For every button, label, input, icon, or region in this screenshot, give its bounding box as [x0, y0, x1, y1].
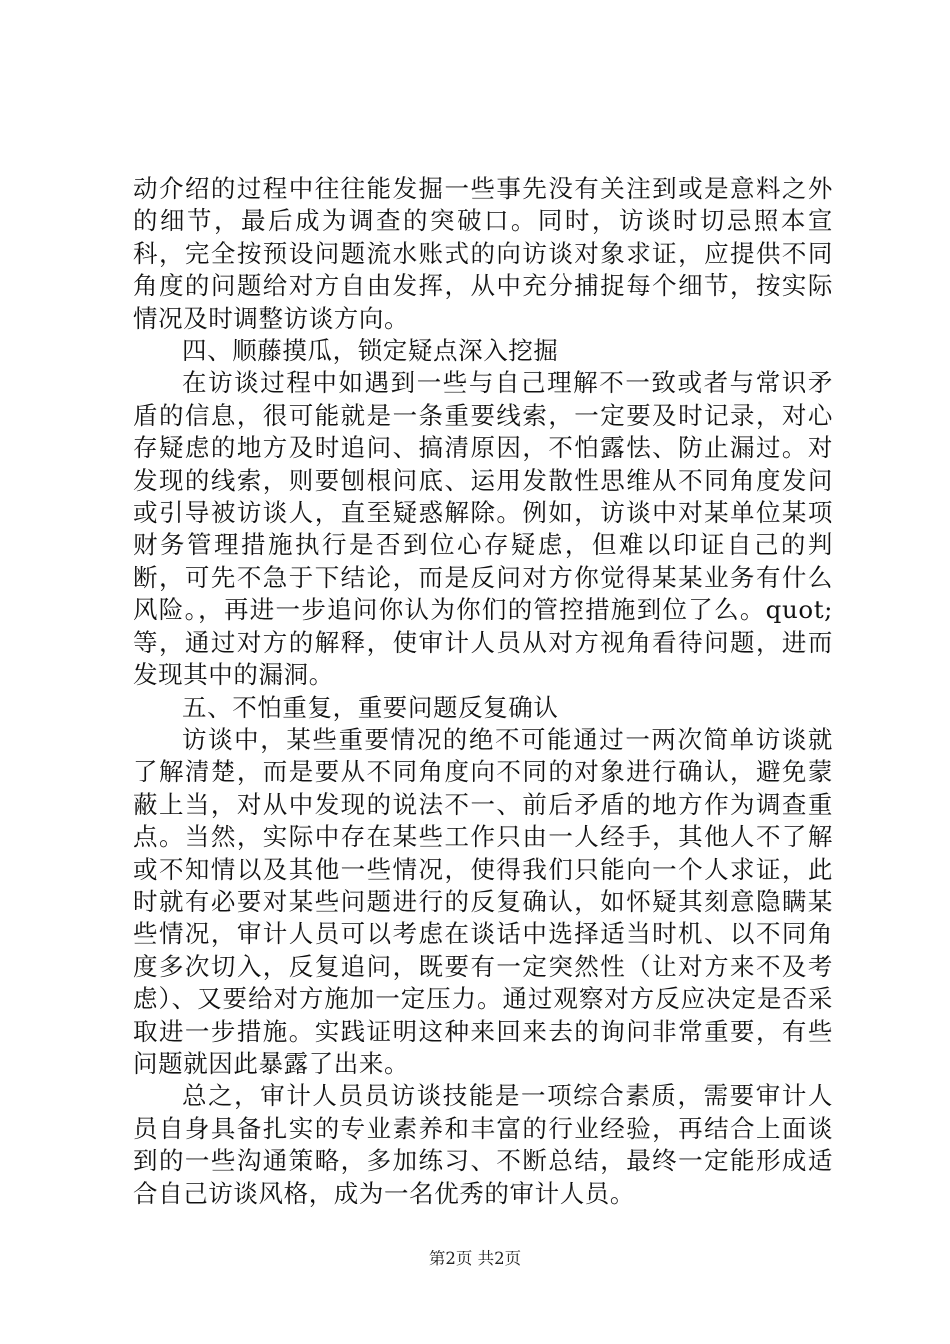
paragraph-conclusion: 总之，审计人员员访谈技能是一项综合素质，需要审计人员自身具备扎实的专业素养和丰富的行业经验，再结合上面谈到的一些沟通策略，多加练习、不断总结，最终一定能形成适合自己访谈风格，成为一名优秀的审计人员。: [133, 1081, 833, 1208]
page-footer: 第2页 共2页: [428, 1249, 522, 1268]
document-body: [133, 173, 833, 1210]
section-heading-5: 五、不怕重复，重要问题反复确认: [182, 692, 559, 722]
paragraph-section-4: 在访谈过程中如遇到一些与自己理解不一致或者与常识矛盾的信息，很可能就是一条重要线索，一定要及时记录，对心存疑虑的地方及时追问、搞清原因，不怕露怯、防止漏过。对发现的线索，则要刨根问底、运用发散性思维从不同角度发问或引导被访谈人，直至疑惑解除。例如，访谈中对某单位某项财务管理措施执行是否到位心存疑虑，但难以印证自己的判断，可先不急于下结论，而是反问对方你觉得某某业务有什么风险。，再进一步追问你认为你们的管控措施到位了么。quot;等，通过对方的解释，使审计人员从对方视角看待问题，进而发现其中的漏洞。: [133, 368, 833, 690]
paragraph-continuation: 动介绍的过程中往往能发掘一些事先没有关注到或是意料之外的细节，最后成为调查的突破口。同时，访谈时切忌照本宣科，完全按预设问题流水账式的向访谈对象求证，应提供不同角度的问题给对方自由发挥，从中充分捕捉每个细节，按实际情况及时调整访谈方向。: [133, 174, 833, 333]
section-heading-4: 四、顺藤摸瓜，锁定疑点深入挖掘: [182, 336, 559, 366]
paragraph-section-5: 访谈中，某些重要情况的绝不可能通过一两次简单访谈就了解清楚，而是要从不同角度向不同的对象进行确认，避免蒙蔽上当，对从中发现的说法不一、前后矛盾的地方作为调查重点。当然，实际中存在某些工作只由一人经手，其他人不了解或不知情以及其他一些情况，使得我们只能向一个人求证，此时就有必要对某些问题进行的反复确认，如怀疑其刻意隐瞒某些情况，审计人员可以考虑在谈话中选择适当时机、以不同角度多次切入，反复追问，既要有一定突然性（让对方来不及考虑）、又要给对方施加一定压力。通过观察对方反应决定是否采取进一步措施。实践证明这种来回来去的询问非常重要，有些问题就因此暴露了出来。: [133, 724, 833, 1078]
